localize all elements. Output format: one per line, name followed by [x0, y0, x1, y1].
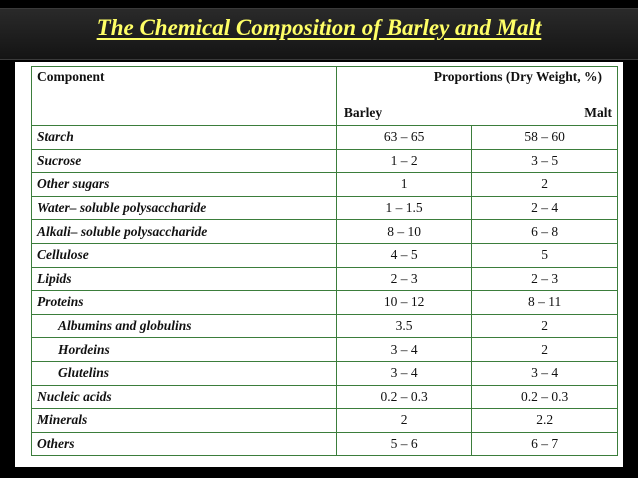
table-header-row [32, 67, 618, 126]
component-cell: Starch [32, 126, 337, 150]
table-row [32, 196, 618, 220]
component-cell: Minerals [32, 409, 337, 433]
barley-value-cell: 1 – 1.5 [336, 196, 471, 220]
table-row [32, 361, 618, 385]
barley-value-cell: 3.5 [336, 314, 471, 338]
table-row [32, 291, 618, 315]
slide-title: The Chemical Composition of Barley and Malt [96, 15, 542, 40]
malt-value-cell: 5 [472, 243, 618, 267]
malt-value-cell: 2 – 3 [472, 267, 618, 291]
malt-value-cell: 2 – 4 [472, 196, 618, 220]
malt-value-cell: 8 – 11 [472, 291, 618, 315]
malt-value-cell: 2 [472, 314, 618, 338]
table-row [32, 409, 618, 433]
table-row [32, 220, 618, 244]
malt-value-cell: 2 [472, 173, 618, 197]
barley-value-cell: 3 – 4 [336, 338, 471, 362]
table-row [32, 338, 618, 362]
malt-value-cell: 2.2 [472, 409, 618, 433]
barley-value-cell: 5 – 6 [336, 432, 471, 456]
table-row [32, 385, 618, 409]
malt-value-cell: 0.2 – 0.3 [472, 385, 618, 409]
malt-value-cell: 6 – 8 [472, 220, 618, 244]
component-cell: Proteins [32, 291, 337, 315]
component-cell: Cellulose [32, 243, 337, 267]
malt-value-cell: 6 – 7 [472, 432, 618, 456]
header-barley: Barley [343, 105, 383, 120]
barley-value-cell: 2 [336, 409, 471, 433]
header-proportions-cell [336, 67, 617, 126]
component-cell: Glutelins [32, 361, 337, 385]
malt-value-cell: 3 – 5 [472, 149, 618, 173]
component-cell: Others [32, 432, 337, 456]
component-cell: Water– soluble polysaccharide [32, 196, 337, 220]
barley-value-cell: 8 – 10 [336, 220, 471, 244]
barley-value-cell: 1 [336, 173, 471, 197]
barley-value-cell: 4 – 5 [336, 243, 471, 267]
table-row [32, 314, 618, 338]
barley-value-cell: 0.2 – 0.3 [336, 385, 471, 409]
header-proportions: Proportions (Dry Weight, %) [433, 69, 602, 84]
malt-value-cell: 58 – 60 [472, 126, 618, 150]
header-component: Component [32, 67, 337, 126]
table-row [32, 432, 618, 456]
component-cell: Hordeins [32, 338, 337, 362]
barley-value-cell: 63 – 65 [336, 126, 471, 150]
barley-value-cell: 3 – 4 [336, 361, 471, 385]
header-malt: Malt [584, 105, 612, 120]
component-cell: Alkali– soluble polysaccharide [32, 220, 337, 244]
table-row [32, 243, 618, 267]
table-row [32, 173, 618, 197]
composition-table [31, 66, 618, 456]
component-cell: Albumins and globulins [32, 314, 337, 338]
table-row [32, 267, 618, 291]
component-cell: Other sugars [32, 173, 337, 197]
barley-value-cell: 1 – 2 [336, 149, 471, 173]
malt-value-cell: 3 – 4 [472, 361, 618, 385]
table-row [32, 149, 618, 173]
component-cell: Lipids [32, 267, 337, 291]
component-cell: Sucrose [32, 149, 337, 173]
malt-value-cell: 2 [472, 338, 618, 362]
barley-value-cell: 2 – 3 [336, 267, 471, 291]
table-row [32, 126, 618, 150]
slide-content [15, 62, 623, 467]
component-cell: Nucleic acids [32, 385, 337, 409]
barley-value-cell: 10 – 12 [336, 291, 471, 315]
